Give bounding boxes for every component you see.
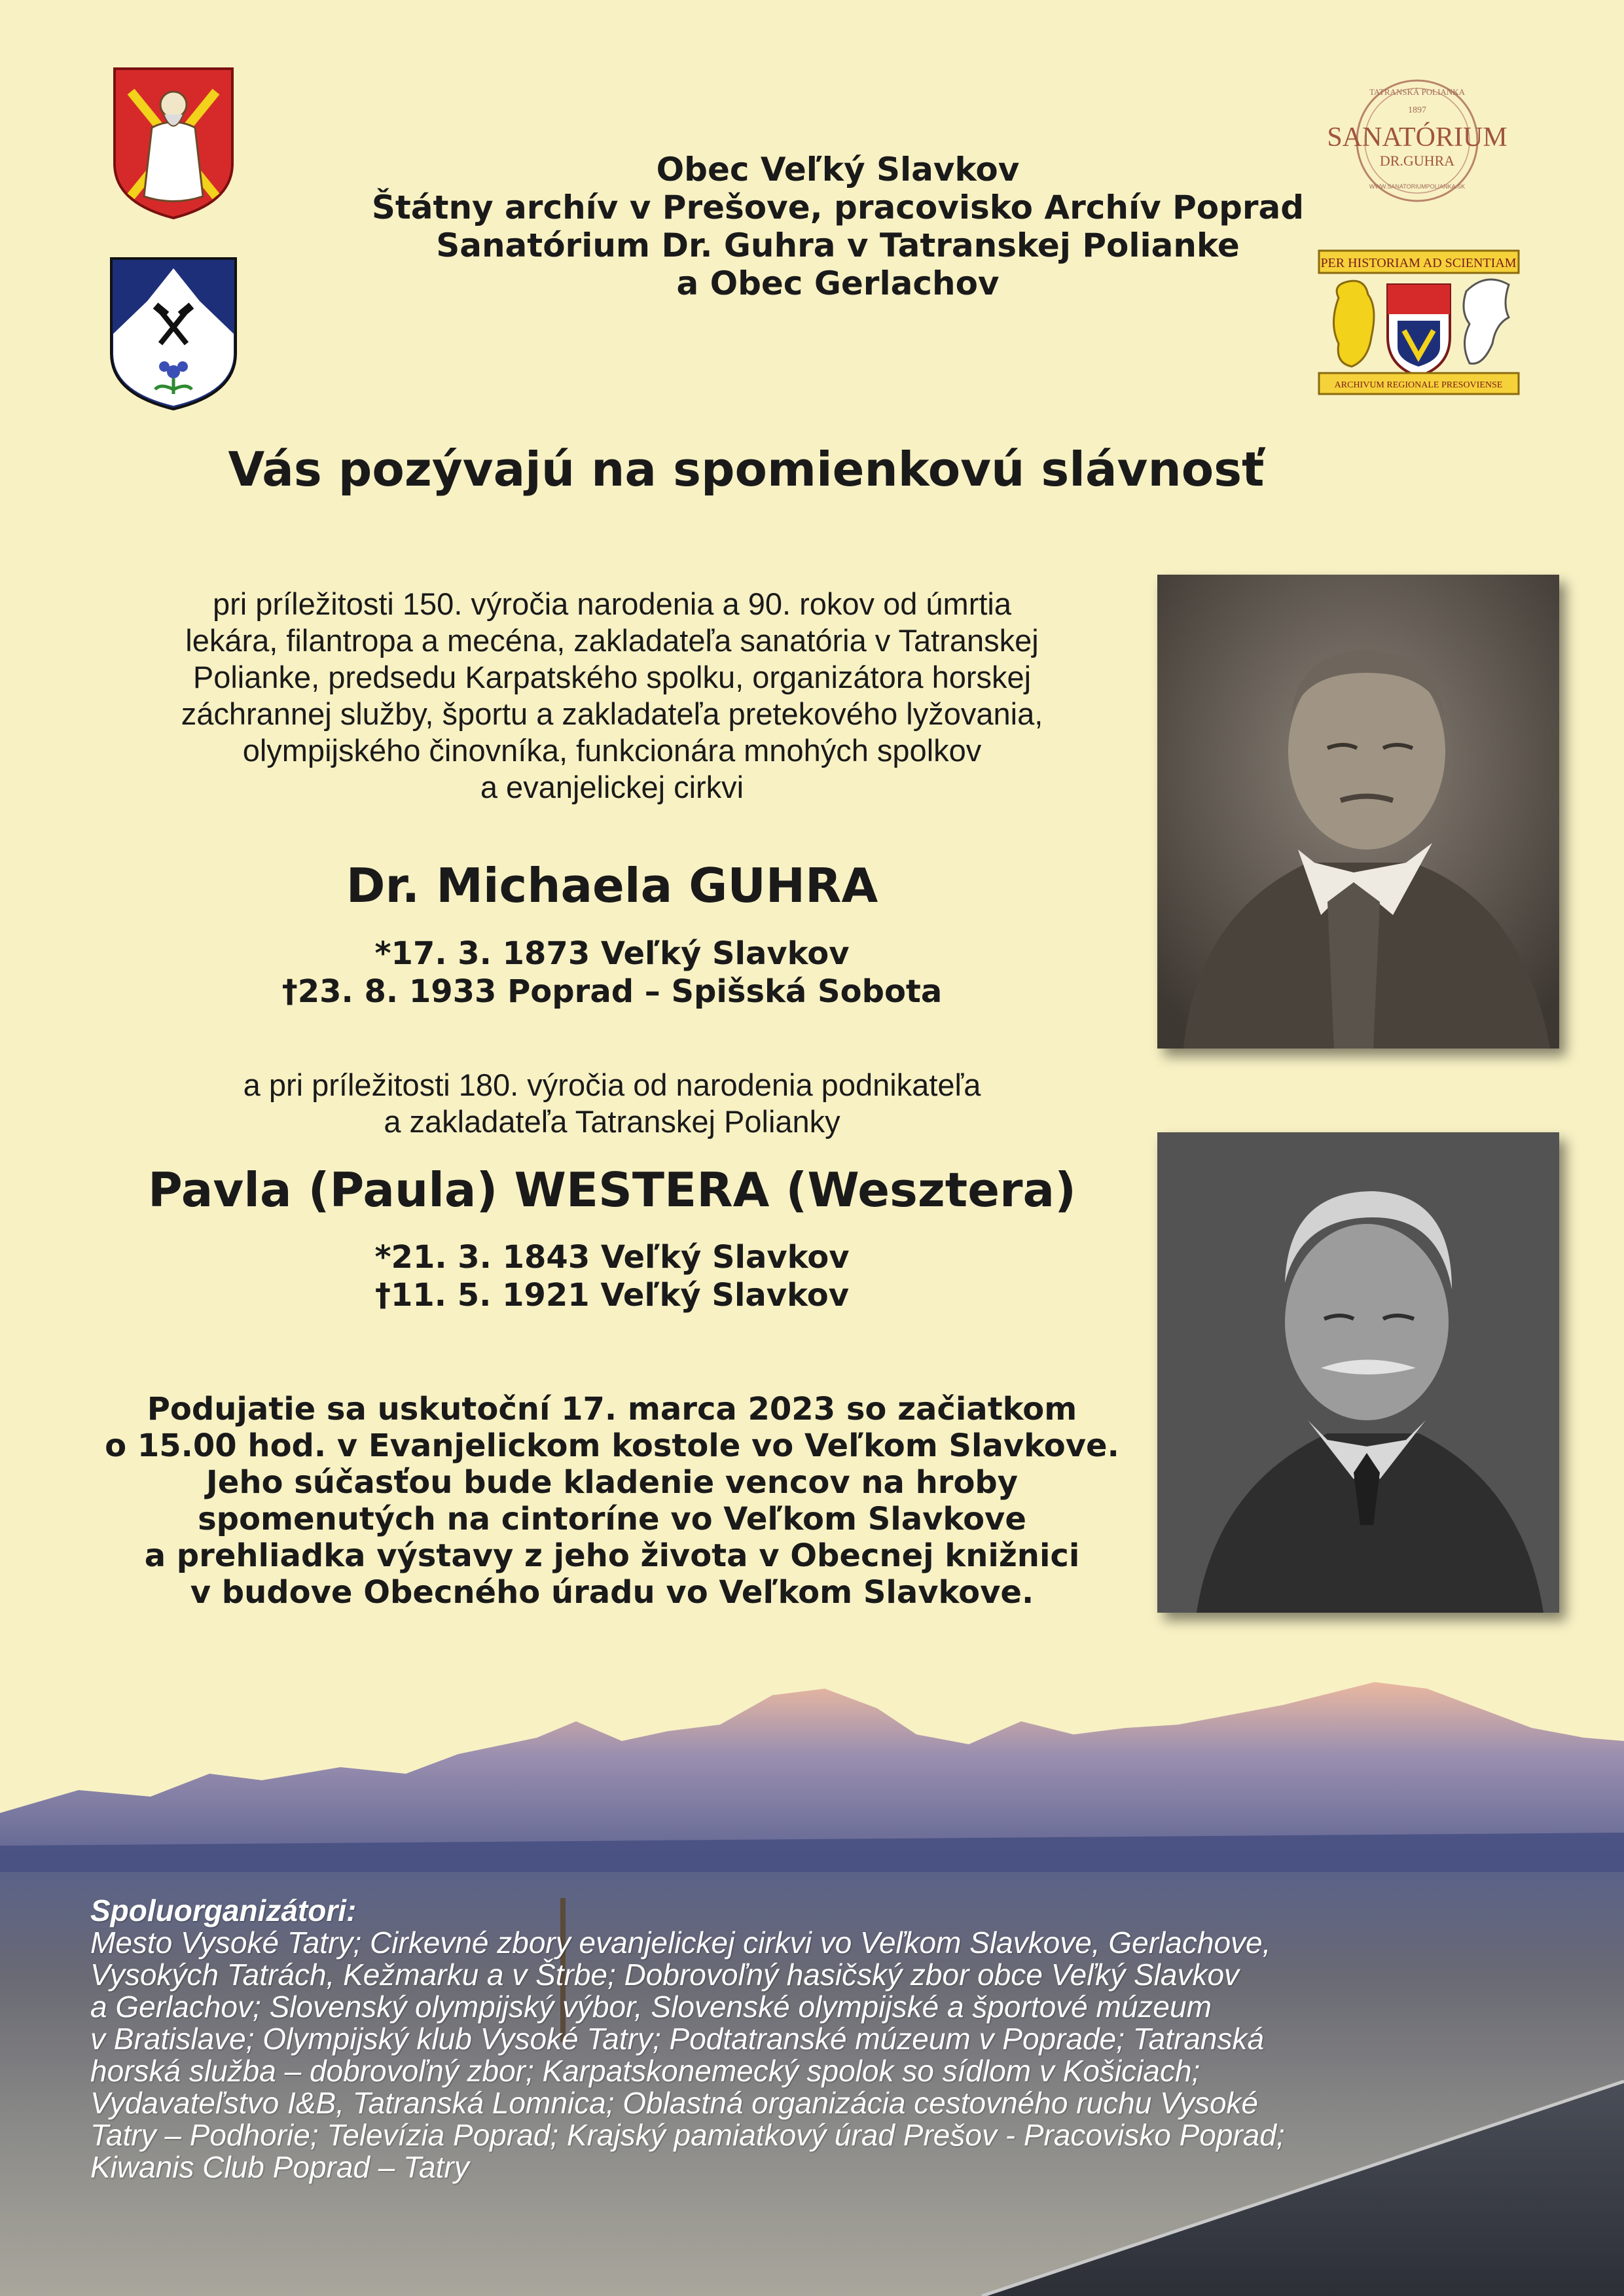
co-organizers-heading: Spoluorganizátori: [90, 1893, 357, 1928]
co-organizer-line: Vydavateľstvo I&B, Tatranská Lomnica; Oblastná organizácia cestovného ruchu Vysoké [90, 2086, 1259, 2120]
portrait-photo-wester [1157, 1132, 1559, 1613]
co-organizer-line: Tatry – Podhorie; Televízia Poprad; Krajský pamiatkový úrad Prešov - Pracovisko Poprad; [90, 2118, 1285, 2152]
intro-line: pri príležitosti 150. výročia narodenia a 90. rokov od úmrtia [212, 586, 1011, 621]
event-line: Podujatie sa uskutoční 17. marca 2023 so začiatkom [147, 1391, 1077, 1427]
person1-born: *17. 3. 1873 Veľký Slavkov [374, 935, 850, 972]
intro-line: a evanjelickej cirkvi [480, 770, 744, 804]
intro-line: Polianke, predsedu Karpatského spolku, organizátora horskej [192, 660, 1032, 694]
organizer-line: Sanatórium Dr. Guhra v Tatranskej Polianke [436, 226, 1240, 264]
person1-died: †23. 8. 1933 Poprad – Spišská Sobota [281, 973, 943, 1010]
co-organizer-line: Vysokých Tatrách, Kežmarku a v Štrbe; Dobrovoľný hasičský zbor obce Veľký Slavkov [90, 1958, 1240, 1992]
intro-line: a zakladateľa Tatranskej Polianky [384, 1104, 840, 1139]
archive-name: ARCHIVUM REGIONALE PRESOVIENSE [1334, 380, 1503, 390]
person1-intro [85, 586, 1139, 806]
archive-motto: PER HISTORIAM AD SCIENTIAM [1320, 256, 1517, 270]
intro-line: olympijského činovníka, funkcionára mnohých spolkov [242, 733, 982, 768]
intro-line: a pri príležitosti 180. výročia od narodenia podnikateľa [243, 1067, 981, 1102]
co-organizer-line: a Gerlachov; Slovenský olympijský výbor, Slovenské olympijské a športové múzeum [90, 1990, 1212, 2024]
person1-dates [85, 935, 1139, 1011]
organizers-header [288, 151, 1388, 302]
event-line: v budove Obecného úradu vo Veľkom Slavkove. [190, 1574, 1034, 1611]
velky-slavkov-coat-of-arms [111, 65, 236, 221]
person1-name: Dr. Michaela GUHRA [346, 858, 878, 913]
organizer-line: a Obec Gerlachov [676, 264, 1000, 302]
person2-dates [85, 1238, 1139, 1314]
event-details [85, 1391, 1139, 1611]
invitation-heading: Vás pozývajú na spomienkovú slávnosť [228, 442, 1265, 497]
co-organizers-list [90, 1927, 1609, 2183]
sanatorium-sub: DR.GUHRA [1379, 152, 1455, 169]
co-organizer-line: Kiwanis Club Poprad – Tatry [90, 2150, 469, 2184]
event-line: a prehliadka výstavy z jeho života v Obecnej knižnici [144, 1537, 1080, 1574]
gerlachov-coat-of-arms [108, 255, 239, 412]
event-line: spomenutých na cintoríne vo Veľkom Slavkove [198, 1501, 1026, 1537]
organizer-line: Štátny archív v Prešove, pracovisko Archív Poprad [371, 188, 1305, 226]
sanatorium-year: 1897 [1408, 105, 1426, 115]
co-organizer-line: horská služba – dobrovoľný zbor; Karpatskonemecký spolok so sídlom v Košiciach; [90, 2054, 1200, 2088]
intro-line: lekára, filantropa a mecéna, zakladateľa sanatória v Tatranskej [185, 623, 1039, 658]
event-line: Jeho súčasťou bude kladenie vencov na hroby [206, 1464, 1019, 1501]
event-line: o 15.00 hod. v Evanjelickom kostole vo Veľkom Slavkove. [105, 1427, 1119, 1464]
sanatorium-url: WWW.SANATORIUMPOLIANKA.SK [1369, 183, 1466, 190]
co-organizer-line: v Bratislave; Olympijský klub Vysoké Tatry; Podtatranské múzeum v Poprade; Tatranská [90, 2022, 1265, 2056]
intro-line: záchrannej služby, športu a zakladateľa pretekového lyžovania, [181, 696, 1043, 731]
person2-name: Pavla (Paula) WESTERA (Wesztera) [147, 1162, 1077, 1217]
person2-intro [85, 1067, 1139, 1140]
person2-died: †11. 5. 1921 Veľký Slavkov [374, 1277, 849, 1314]
co-organizers [90, 1895, 1609, 2183]
person2-born: *21. 3. 1843 Veľký Slavkov [374, 1239, 850, 1276]
sanatorium-name: SANATÓRIUM [1327, 122, 1507, 152]
sanatorium-top-text: TATRANSKÁ POLIANKA [1369, 87, 1465, 97]
portrait-photo-guhra [1157, 575, 1559, 1049]
organizer-line: Obec Veľký Slavkov [656, 151, 1020, 188]
co-organizer-line: Mesto Vysoké Tatry; Cirkevné zbory evanjelickej cirkvi vo Veľkom Slavkove, Gerlachove, [90, 1926, 1271, 1960]
